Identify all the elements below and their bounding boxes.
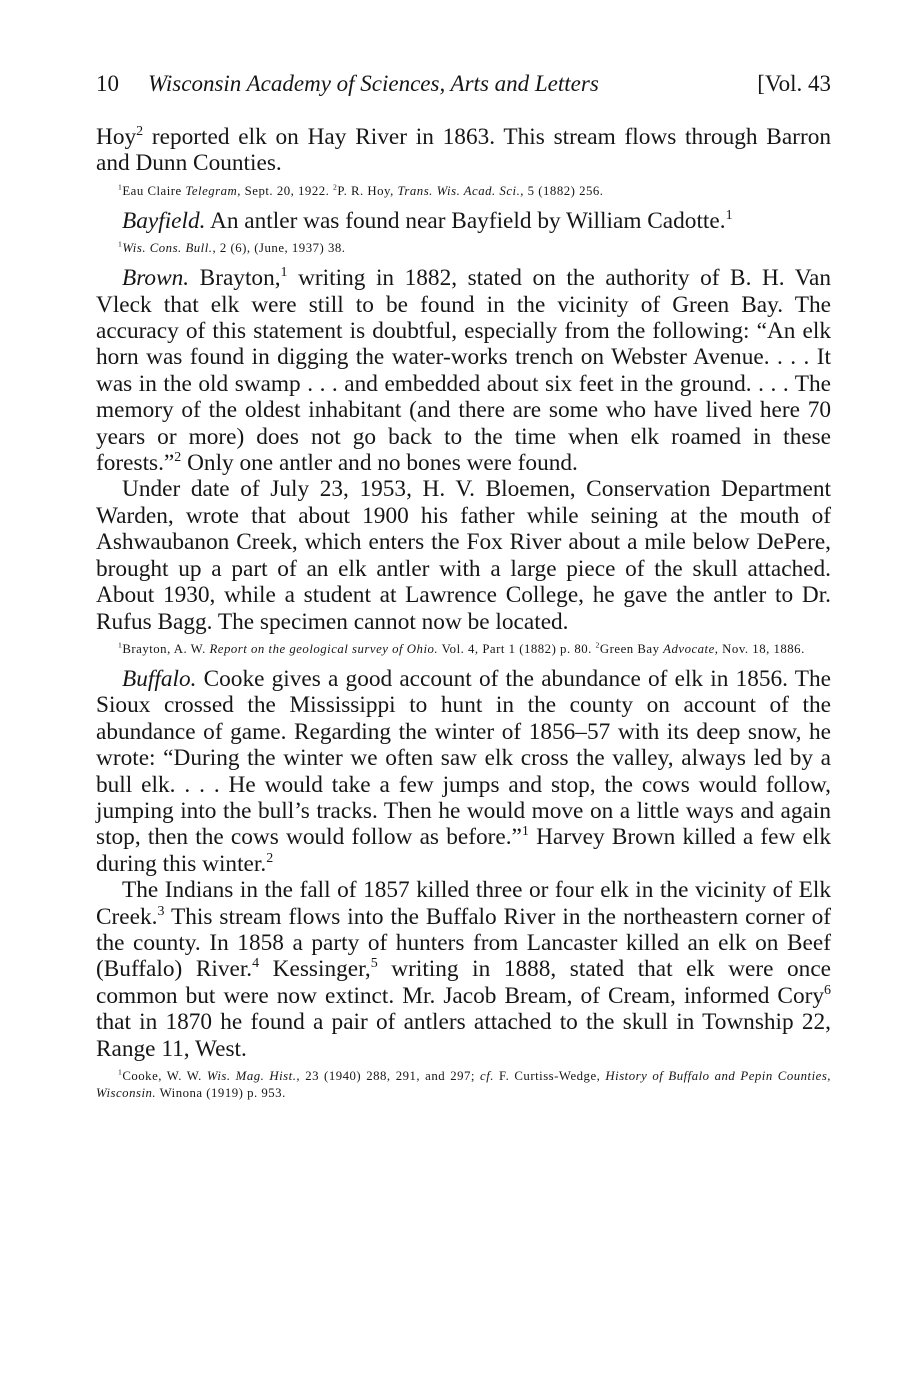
text-run: Brayton, (189, 265, 281, 292)
text-run: Nov. 18, 1886. (718, 641, 805, 656)
citation-title: Wis. Cons. Bull., (122, 241, 217, 256)
footnote-bayfield (96, 240, 831, 257)
text-run: writing in 1888, stated that elk were once common but were now extinct. Mr. Jacob Bream, of Cream, informed Cory (96, 956, 831, 1009)
text-run: Cooke, W. W. (122, 1069, 207, 1083)
footnote-barron (96, 183, 831, 200)
text-run: P. R. Hoy, (337, 183, 398, 198)
text-run: Winona (1919) p. 953. (156, 1086, 286, 1100)
text-run: 23 (1940) 288, 291, and 297; (300, 1069, 481, 1083)
text-run: reported elk on Hay River in 1863. This stream flows through Barron and Dunn Counties. (96, 124, 831, 177)
text-run: Vol. 4, Part 1 (1882) p. 80. (438, 641, 596, 656)
citation-title: Advocate, (663, 641, 719, 656)
footnote-ref: 1 (280, 265, 288, 281)
text-run: Harvey Brown killed a few elk during this winter. (96, 824, 832, 877)
citation-title: Wis. Mag. Hist., (206, 1069, 301, 1083)
text-run: Brayton, A. W. (122, 641, 210, 656)
citation-title: History of Buffalo and Pepin Counties, Wisconsin. (96, 1069, 832, 1100)
footnote-marker: 1 (118, 182, 123, 192)
footnote-marker: 2 (333, 182, 338, 192)
text-run: This stream flows into the Buffalo River in the northeastern corner of the county. In 1858 a party of hunters from Lancaster killed an elk on Beef (Buffalo) River. (96, 903, 831, 983)
paragraph-barron (96, 124, 831, 177)
text-run: Hoy (96, 124, 137, 150)
text-run: writing in 1882, stated on the authority of B. H. Van Vleck that elk were still to be found in the vicinity of Green Bay. The accuracy of this statement is doubtful, especially from the following: “An elk horn was found in digging the water-works trench on Webster Avenue. . . . It was in the old swamp . . . and embedded about six feet in the ground. . . . The memory of the oldest inhabitant (and there are some who have lived here 70 years or more) does not go back to the time when elk roamed in these forests.” (96, 265, 831, 477)
paragraph-brown-1 (96, 265, 831, 476)
text-run: Sept. 20, 1922. (240, 183, 334, 198)
text-run: that in 1870 he found a pair of antlers attached to the skull in Township 22, Range 11, West. (96, 1009, 831, 1062)
text-run: 2 (6), (June, 1937) 38. (216, 241, 346, 256)
footnote-ref: 2 (174, 450, 182, 466)
footnote-brown (96, 641, 831, 658)
footnote-buffalo (96, 1068, 831, 1102)
paragraph-bayfield (96, 208, 831, 234)
journal-title: Wisconsin Academy of Sciences, Arts and Letters (148, 71, 599, 96)
paragraph-buffalo-2 (96, 877, 831, 1062)
footnote-ref: 6 (824, 983, 831, 999)
text-run: The Indians in the fall of 1857 killed three or four elk in the vicinity of Elk Creek. (96, 877, 831, 930)
paragraph-brown-2: Under date of July 23, 1953, H. V. Bloemen, Conservation Department Warden, wrote that about 1900 his father while seining at the mouth of Ashwaubanon Creek, which enters the Fox River about a mile below DePere, brought up a part of an elk antler with a large piece of the skull attached. About 1930, while a student at Lawrence College, he gave the antler to Dr. Rufus Bagg. The specimen cannot now be located. (96, 476, 831, 635)
footnote-ref: 2 (266, 850, 274, 866)
county-heading: Buffalo. (122, 665, 197, 692)
footnote-marker: 1 (118, 1067, 123, 1077)
text-run: 5 (1882) 256. (523, 183, 604, 198)
citation-title: Trans. Wis. Acad. Sci., (397, 183, 524, 198)
text-run: Only one antler and no bones were found. (181, 450, 578, 477)
volume-label: [Vol. 43 (757, 71, 831, 96)
text-run: Kessinger, (259, 956, 371, 983)
footnote-ref: 5 (370, 956, 378, 972)
text-run: Cooke gives a good account of the abundance of elk in 1856. The Sioux crossed the Mississippi to hunt in the county on account of the abundance of game. Regarding the winter of 1856–57 with its deep snow, he wrote: “During the winter we often saw elk cross the valley, always led by a bull elk. . . . He would take a few jumps and stop, the cows would follow, jumping into the bull’s tracks. Then he would move on a little ways and again stop, then the cows would follow as before.” (96, 665, 831, 851)
footnote-ref: 1 (521, 824, 529, 840)
citation-title: Report on the geological survey of Ohio. (209, 641, 439, 656)
text-run: An antler was found near Bayfield by William Cadotte. (205, 207, 726, 234)
citation-title: Telegram, (185, 183, 241, 198)
footnote-marker: 1 (118, 640, 123, 650)
county-heading: Brown. (122, 265, 190, 292)
page-number: 10 (96, 71, 119, 96)
page-body (96, 124, 831, 1102)
text-run: Eau Claire (122, 183, 186, 198)
footnote-ref: 4 (252, 956, 260, 972)
text-run: Green Bay (599, 641, 664, 656)
text-run: F. Curtiss-Wedge, (493, 1069, 606, 1083)
footnote-ref: 2 (136, 124, 144, 140)
paragraph-buffalo-1 (96, 666, 831, 877)
footnote-marker: 1 (118, 239, 123, 249)
footnote-ref: 1 (725, 208, 733, 224)
county-heading: Bayfield. (122, 207, 206, 234)
footnote-ref: 3 (157, 903, 165, 919)
footnote-marker: 2 (595, 640, 600, 650)
citation-abbrev: cf. (480, 1069, 494, 1083)
